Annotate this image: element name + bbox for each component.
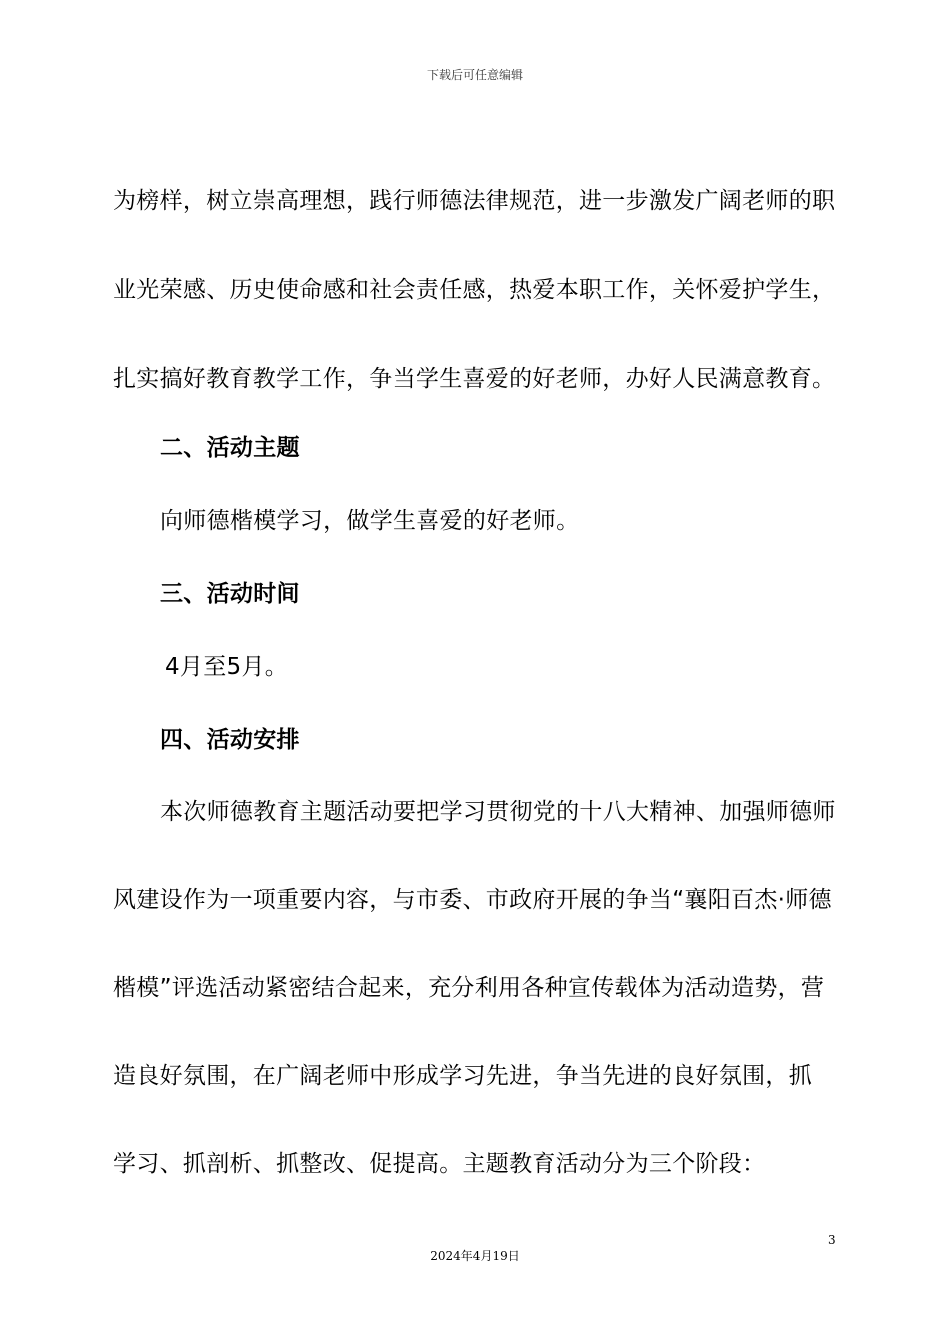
paragraph-line: 扎实搞好教育教学工作，争当学生喜爱的好老师，办好人民满意教育。	[113, 366, 836, 392]
footer-date: 2024年4月19日	[430, 1249, 520, 1263]
page-header: 下载后可任意编辑	[426, 68, 523, 82]
paragraph-line: 风建设作为一项重要内容，与市委、市政府开展的争当“襄阳百杰·师德	[113, 887, 832, 913]
page-number: 3	[828, 1233, 836, 1247]
section-text-time: 4月至5月。	[165, 654, 289, 680]
paragraph-line: 楷模”评选活动紧密结合起来，充分利用各种宣传载体为活动造势，营	[113, 975, 825, 1001]
section-heading-theme: 二、活动主题	[160, 435, 300, 461]
paragraph-line: 造良好氛围，在广阔老师中形成学习先进，争当先进的良好氛围，抓	[113, 1063, 812, 1089]
section-heading-time: 三、活动时间	[160, 581, 300, 607]
paragraph-line: 为榜样，树立崇高理想，践行师德法律规范，进一步激发广阔老师的职	[113, 188, 836, 214]
paragraph-line: 业光荣感、历史使命感和社会责任感，热爱本职工作，关怀爱护学生，	[113, 277, 836, 303]
section-heading-arrangement: 四、活动安排	[160, 727, 300, 753]
paragraph-line: 本次师德教育主题活动要把学习贯彻党的十八大精神、加强师德师	[160, 799, 836, 825]
section-text-theme: 向师德楷模学习，做学生喜爱的好老师。	[160, 508, 580, 534]
paragraph-line: 学习、抓剖析、抓整改、促提高。主题教育活动分为三个阶段：	[113, 1151, 766, 1177]
